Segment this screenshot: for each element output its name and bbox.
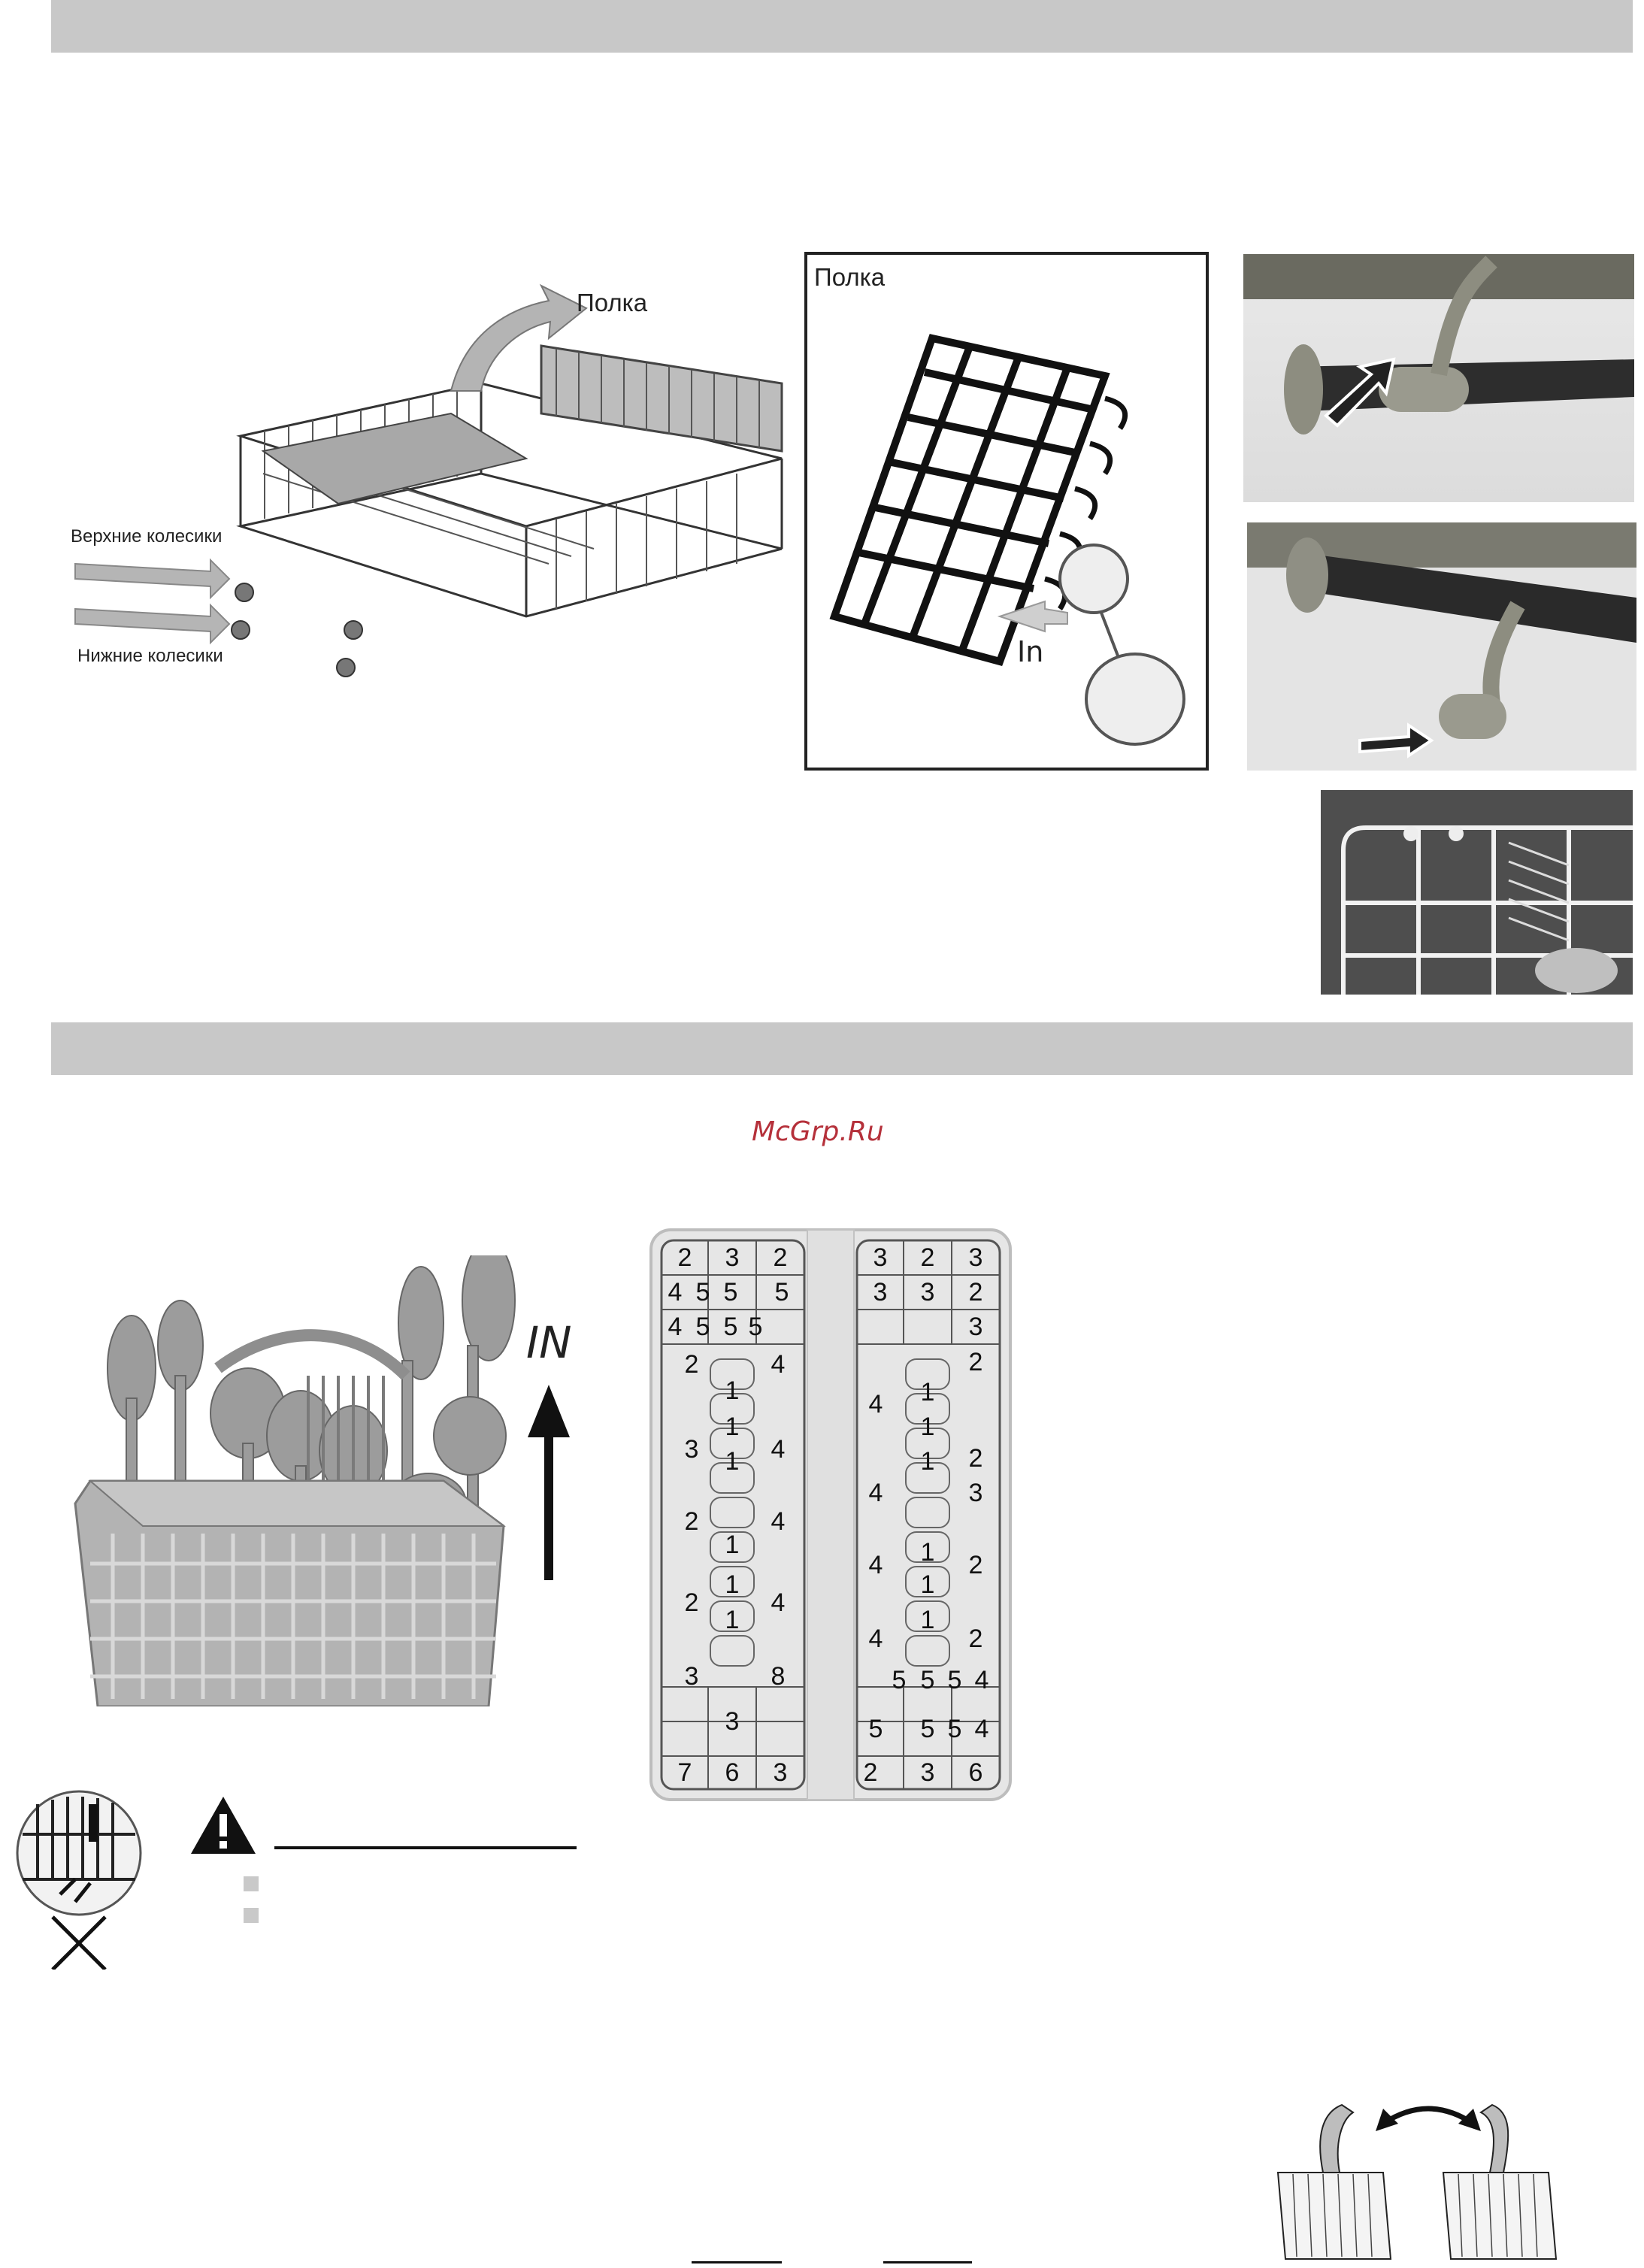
shelf-in-label: In	[1017, 635, 1044, 668]
rack-photo-bottom	[1321, 790, 1633, 995]
tray-number: 6	[968, 1758, 983, 1787]
tray-number: 3	[773, 1758, 788, 1787]
tray-number: 1	[920, 1447, 935, 1476]
tray-number: 3	[684, 1662, 699, 1691]
tray-number: 1	[725, 1531, 740, 1559]
tray-number: 2	[968, 1278, 983, 1307]
watermark-text: McGrp.Ru	[752, 1116, 884, 1147]
tray-number: 2	[863, 1758, 878, 1787]
tray-number: 1	[725, 1413, 740, 1441]
tray-number: 4	[771, 1350, 786, 1379]
tray-number: 4	[771, 1435, 786, 1464]
tray-number: 2	[677, 1243, 692, 1272]
lower-wheels-label: Нижние колесики	[77, 646, 223, 666]
shelf-detail-title: Полка	[814, 263, 886, 291]
tray-number: 4	[868, 1479, 883, 1507]
tray-number: 3	[873, 1243, 888, 1272]
tray-number: 5	[748, 1313, 763, 1341]
tray-number: 3	[920, 1278, 935, 1307]
tray-number: 2	[684, 1507, 699, 1536]
tray-number: 2	[684, 1588, 699, 1617]
tray-number: 8	[771, 1662, 786, 1691]
section-header-band-top	[51, 0, 1633, 53]
tray-number: 4	[668, 1278, 683, 1307]
tray-number: 5	[892, 1666, 907, 1694]
tray-number: 4	[868, 1625, 883, 1653]
tray-number: 3	[968, 1313, 983, 1341]
tray-number: 1	[920, 1606, 935, 1634]
tray-number: 5	[695, 1313, 710, 1341]
tray-number: 6	[725, 1758, 740, 1787]
tray-number: 1	[725, 1570, 740, 1599]
tray-number: 1	[920, 1570, 935, 1599]
upper-wheels-label: Верхние колесики	[71, 526, 223, 547]
bullet-marker-2	[244, 1908, 259, 1923]
tray-number: 4	[771, 1588, 786, 1617]
wheel-photo-middle	[1247, 522, 1636, 771]
warning-underline	[274, 1846, 577, 1849]
tray-number: 5	[723, 1278, 738, 1307]
warning-icon	[189, 1795, 257, 1855]
tray-number: 5	[868, 1715, 883, 1743]
upper-rack-illustration	[60, 278, 797, 684]
tray-number: 4	[868, 1551, 883, 1579]
section-header-band-middle	[51, 1022, 1633, 1075]
tray-number: 5	[774, 1278, 789, 1307]
tray-number: 3	[873, 1278, 888, 1307]
tray-number: 2	[773, 1243, 788, 1272]
cutlery-basket-illustration	[68, 1255, 549, 1706]
basket-in-label: IN	[526, 1317, 572, 1368]
tray-number: 1	[725, 1447, 740, 1476]
tray-number: 1	[725, 1606, 740, 1634]
tray-number: 3	[725, 1243, 740, 1272]
footer-mark-left	[692, 2261, 782, 2263]
tray-number: 2	[968, 1444, 983, 1473]
tray-number: 5	[920, 1715, 935, 1743]
tray-number: 5	[723, 1313, 738, 1341]
tray-number: 4	[974, 1666, 989, 1694]
tray-number: 1	[920, 1538, 935, 1567]
bullet-marker-1	[244, 1876, 259, 1891]
tray-number: 4	[771, 1507, 786, 1536]
tray-number: 1	[725, 1376, 740, 1405]
tray-number: 3	[920, 1758, 935, 1787]
shelf-label: Полка	[577, 289, 648, 316]
basket-in-arrow	[526, 1385, 571, 1580]
tray-number: 2	[684, 1350, 699, 1379]
tray-number: 2	[968, 1348, 983, 1376]
tray-number: 4	[668, 1313, 683, 1341]
tray-number: 5	[695, 1278, 710, 1307]
tray-number: 5	[947, 1715, 962, 1743]
cutlery-tray-diagram	[646, 1225, 1015, 1804]
tray-number: 5	[947, 1666, 962, 1694]
tray-number: 1	[920, 1378, 935, 1407]
wheel-photo-top	[1243, 254, 1634, 502]
tray-number: 3	[968, 1243, 983, 1272]
basket-handle-flip-illustration	[1270, 2090, 1601, 2263]
tray-number: 3	[684, 1435, 699, 1464]
tray-number: 4	[974, 1715, 989, 1743]
tray-number: 3	[968, 1479, 983, 1507]
shelf-detail-illustration	[819, 316, 1203, 759]
tray-number: 7	[677, 1758, 692, 1787]
tray-number: 1	[920, 1413, 935, 1441]
tray-number: 2	[968, 1625, 983, 1653]
tray-number: 3	[725, 1707, 740, 1736]
tray-number: 4	[868, 1390, 883, 1419]
tray-number: 2	[968, 1551, 983, 1579]
tray-number: 2	[920, 1243, 935, 1272]
tray-number: 5	[920, 1666, 935, 1694]
knives-wrong-icon	[8, 1789, 150, 1970]
footer-mark-right	[883, 2261, 972, 2263]
